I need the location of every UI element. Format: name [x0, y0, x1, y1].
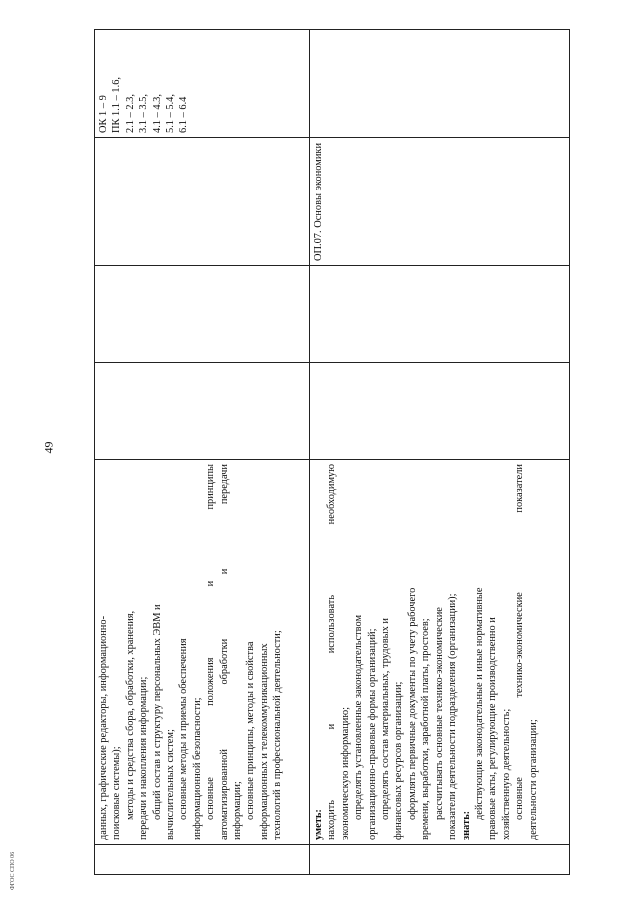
znat-text-tail: [527, 464, 540, 840]
text-line: правовые акты, регулирующие производственно и: [487, 617, 499, 840]
competency-code: 4.1 – 4.3,: [151, 94, 163, 133]
znat-text: [473, 464, 513, 840]
word: и: [326, 723, 338, 730]
competency-code: 6.1 – 6.4: [178, 96, 190, 133]
text-line: экономическую информацию;: [339, 706, 351, 840]
discipline-name: ОП.07. Основы экономики: [313, 142, 325, 261]
text-line: определять состав материальных, трудовых и: [380, 618, 392, 820]
text-line: времени, выработки, заработной платы, простоев;: [420, 618, 432, 840]
text-line: информационных и телекоммуникационных: [258, 643, 270, 840]
text-line: хозяйственную деятельность;: [500, 708, 512, 840]
text-line: действующие законодательные и иные нормативные: [473, 587, 485, 820]
text-line: основные принципы, методы и свойства: [245, 641, 257, 820]
umet-label: уметь:: [313, 809, 325, 840]
text-line: показатели деятельности подразделения (организации);: [447, 593, 459, 840]
justified-line: [513, 464, 526, 840]
competency-code: 2.1 – 2.3,: [124, 94, 136, 133]
word: технико-экономические: [514, 592, 526, 698]
rotated-table-wrapper: [94, 30, 570, 875]
text-line: информационной безопасности;: [191, 697, 203, 840]
text-line: финансовых ресурсов организации;: [393, 681, 405, 840]
cell-index: [95, 845, 310, 875]
competency-code: ОК 1 – 9: [98, 95, 109, 133]
cell-hours-max: [95, 363, 310, 460]
word: обработки: [218, 638, 230, 685]
cell-discipline: [310, 138, 570, 266]
word: находить: [326, 800, 338, 840]
text-line: определять установленные законодательством: [353, 614, 365, 820]
text-line: технологий в профессиональной деятельности;: [272, 630, 284, 840]
justified-line: [325, 464, 338, 840]
requirements-text-part2: [231, 464, 285, 840]
cell-hours-class: [95, 266, 310, 363]
text-line: организационно-правовые формы организаций;: [366, 628, 378, 840]
word: передачи: [218, 464, 230, 505]
word: и: [205, 580, 217, 587]
cell-index: [310, 845, 570, 875]
umet-text: [339, 464, 460, 840]
text-line: оформлять первичные документы по учету рабочего: [406, 587, 418, 820]
cell-hours-max: [310, 363, 570, 460]
word: и: [218, 568, 230, 575]
text-line: методы и средства сбора, обработки, хранения,: [124, 610, 136, 820]
text-line: данных, графические редакторы, информационно-: [98, 615, 109, 840]
footer-code: ФГОС СПО 06: [10, 851, 16, 890]
word: использовать: [326, 594, 338, 654]
table-row-economics: [310, 30, 570, 875]
table-row-top: [95, 30, 310, 875]
word: принципы: [205, 464, 217, 510]
text-line: рассчитывать основные технико-экономические: [433, 607, 445, 820]
word: автоматизированной: [218, 749, 230, 840]
text-line: общий состав и структуру персональных ЭВМ и: [151, 604, 163, 820]
word: положения: [205, 657, 217, 706]
text-line: основные методы и приемы обеспечения: [178, 638, 190, 820]
cell-requirements: [95, 460, 310, 845]
text-line: деятельности организации;: [527, 719, 539, 840]
justified-line: [218, 464, 231, 840]
text-line: поисковые системы);: [111, 746, 123, 840]
cell-competencies: [310, 30, 570, 138]
competency-code: 3.1 – 3.5,: [138, 94, 150, 133]
text-line: передачи и накопления информации;: [138, 676, 150, 840]
justified-line: [204, 464, 217, 840]
cell-discipline: [95, 138, 310, 266]
competency-table: [94, 29, 570, 875]
word: основные: [514, 777, 526, 820]
text-line: вычислительных систем;: [165, 729, 177, 840]
text-line: информации;: [232, 781, 244, 840]
page-number: 49: [41, 441, 56, 454]
competency-list: [97, 34, 191, 133]
competency-code: ПК 1.1 – 1.6,: [111, 77, 123, 133]
requirements-text-part1: [97, 464, 204, 840]
cell-competencies: [95, 30, 310, 138]
znat-label: знать:: [460, 810, 472, 840]
word: необходимую: [326, 464, 338, 525]
cell-requirements: [310, 460, 570, 845]
cell-hours-class: [310, 266, 570, 363]
word: показатели: [514, 464, 526, 513]
competency-code: 5.1 – 5.4,: [165, 94, 177, 133]
word: основные: [205, 777, 217, 820]
